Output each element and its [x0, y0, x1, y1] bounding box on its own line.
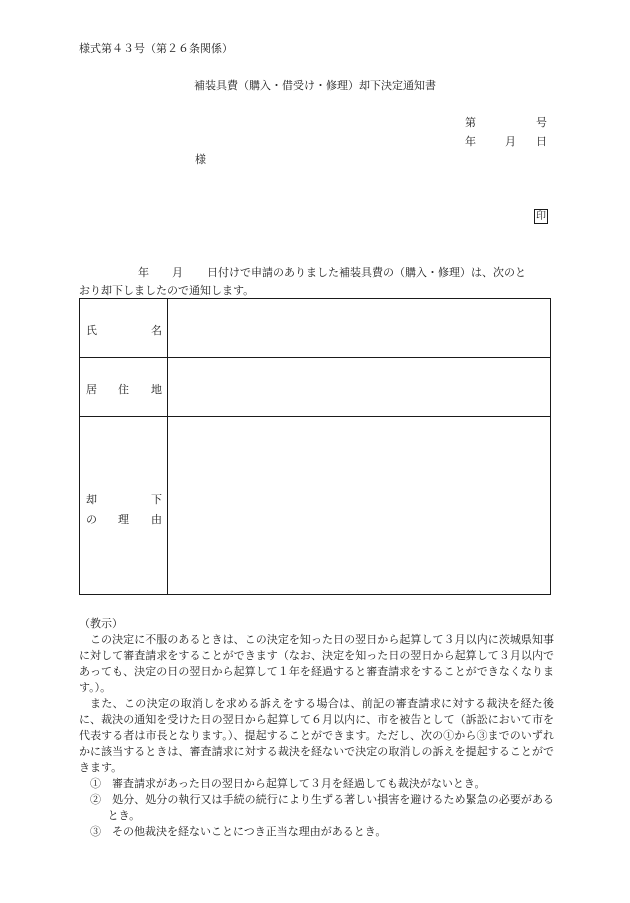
reason-value-cell: [168, 417, 551, 595]
applicant-table: [79, 298, 551, 595]
reason-label-cell: [80, 417, 168, 595]
name-row: [80, 299, 551, 358]
notice-item-2: ② 処分、処分の執行又は手続の続行により生ずる著しい損害を避けるため緊急の必要があるとき。: [90, 793, 554, 822]
body-month: 月: [172, 266, 183, 279]
notice-paragraph-1: この決定に不服のあるときは、この決定を知った日の翌日から起算して３月以内に茨城県知事に対して審査請求をすることができます（なお、決定を知った日の翌日から起算して３月以内であっても、決定の日の翌日から起算して１年を経過すると審査請求をすることができなくなります。）。: [79, 633, 554, 694]
document-title: 補装具費（購入・借受け・修理）却下決定通知書: [194, 79, 436, 92]
reason-label-a: 却: [86, 493, 97, 506]
address-label-a: 居: [86, 383, 97, 396]
body-line2: おり却下しましたので通知します。: [79, 284, 255, 297]
form-number: 様式第４３号（第２６条関係）: [79, 42, 233, 55]
date-month: 月: [505, 135, 516, 148]
reason-row: [80, 417, 551, 595]
reason-label-b: 下: [151, 493, 162, 506]
name-label-a: 氏: [86, 324, 97, 337]
recipient-suffix: 様: [195, 153, 206, 166]
notice-paragraph-2: また、この決定の取消しを求める訴えをする場合は、前記の審査請求に対する裁決を経た後に、裁決の通知を受けた日の翌日から起算して６月以内に、市を被告として（訴訟において市を代表する者は市長となります。）、提起することができます。ただし、次の①から③までのいずれかに該当するときは、審査請求に対する裁決を経ないで決定の取消しの訴えを提起することができます。: [79, 697, 554, 774]
appeal-notice: [79, 616, 554, 840]
name-label-b: 名: [151, 324, 162, 337]
body-line1-rest: 日付けで申請のありました補装具費の（購入・修理）は、次のと: [207, 266, 526, 279]
number-go: 号: [536, 116, 547, 129]
date-day: 日: [536, 135, 547, 148]
address-label-b: 住: [118, 383, 129, 396]
number-dai: 第: [465, 116, 476, 129]
address-label-c: 地: [151, 383, 162, 396]
address-label-cell: [80, 358, 168, 417]
notice-heading: （教示）: [79, 617, 123, 630]
seal-mark: 印: [536, 211, 546, 222]
address-value-cell: [168, 358, 551, 417]
notice-item-3: ③ その他裁決を経ないことにつき正当な理由があるとき。: [90, 825, 387, 838]
address-row: [80, 358, 551, 417]
body-year: 年: [138, 266, 149, 279]
date-year: 年: [465, 135, 476, 148]
reason-label-c: の: [86, 513, 97, 526]
body-paragraph: [79, 264, 551, 300]
reason-label-e: 由: [151, 513, 162, 526]
reason-label-d: 理: [118, 513, 129, 526]
notice-item-1: ① 審査請求があった日の翌日から起算して３月を経過しても裁決がないとき。: [90, 777, 486, 790]
name-value-cell: [168, 299, 551, 358]
name-label-cell: [80, 299, 168, 358]
